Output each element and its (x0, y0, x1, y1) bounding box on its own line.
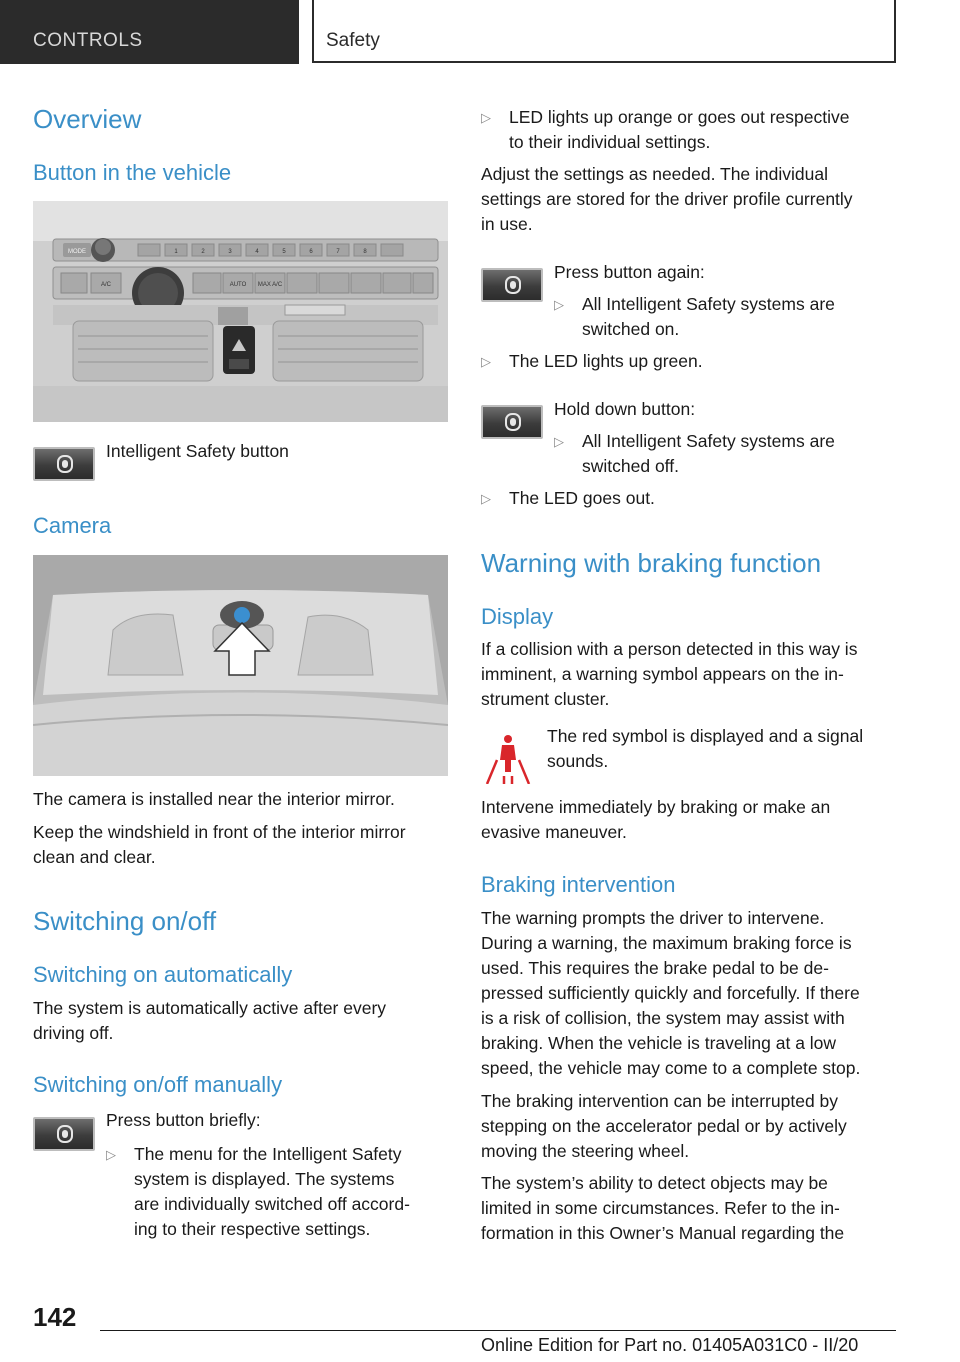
bullet-triangle-icon: ▷ (481, 110, 491, 125)
adjust-paragraph: Adjust the settings as needed. The individual settings are stored for the driver profile currently in use. (481, 164, 853, 234)
panel-label-max-ac: MAX A/C (257, 282, 283, 288)
auto-paragraph-line-2: driving off. (33, 1023, 114, 1043)
again-bullet: ▷ All Intelligent Safety systems are switched on. (554, 294, 835, 339)
green-bullet: ▷ The LED lights up green. (481, 349, 891, 374)
out-bullet: ▷ The LED goes out. (481, 486, 891, 511)
page-number: 142 (33, 1302, 77, 1332)
camera-heading: Camera (33, 513, 112, 538)
manual-press-text: Press button briefly: (106, 1110, 261, 1130)
again-press-text: Press button again: (554, 262, 705, 282)
bullet-triangle-icon: ▷ (106, 1147, 116, 1162)
symbol-paragraph: The red symbol is displayed and a signal sounds. (547, 726, 864, 771)
panel-label-auto: AUTO (229, 282, 247, 288)
pedestrian-warning-icon (481, 730, 535, 784)
panel-label-ac: A/C (100, 282, 112, 288)
bullet-triangle-icon: ▷ (481, 491, 491, 506)
camera-photo (33, 555, 448, 776)
led-bullet: ▷ LED lights up orange or goes out respective to their individual settings. (481, 107, 850, 152)
braking-paragraph-1: The warning prompts the driver to intervene. During a warning, the maximum braking force is used. This requires the brake pedal to be de- pressed sufficiently quickly and forcefully. If there is a risk of collision, the system may assist with braking. When the vehicle is traveling at a low speed, the vehicle may come to a complete stop. (481, 908, 861, 1078)
button-heading: Button in the vehicle (33, 160, 232, 185)
manual-heading: Switching on/off manually (33, 1072, 283, 1097)
dashboard-illustration (33, 201, 448, 422)
bullet-triangle-icon: ▷ (481, 354, 491, 369)
chapter-title: Safety (326, 30, 380, 51)
braking-paragraph-3: The system’s ability to detect objects may be limited in some circumstances. Refer to the in- formation in this Owner’s Manual regarding the (481, 1173, 845, 1243)
windshield-illustration (33, 555, 448, 776)
button-caption: Intelligent Safety button (106, 441, 289, 461)
section-title: CONTROLS (33, 30, 143, 51)
chapter-tab (312, 0, 896, 63)
intelligent-safety-button-icon (481, 268, 543, 302)
panel-label-4: 4 (255, 249, 259, 255)
intelligent-safety-button-icon (33, 1117, 95, 1151)
intelligent-safety-button-icon (33, 447, 95, 481)
bullet-triangle-icon: ▷ (554, 297, 564, 312)
manual-bullet: ▷ The menu for the Intelligent Safety system is displayed. The systems are individually switched off accord- ing to their respective settings. (106, 1144, 410, 1239)
panel-label-3: 3 (228, 249, 232, 255)
bullet-triangle-icon: ▷ (554, 434, 564, 449)
warning-heading: Warning with braking function (481, 548, 822, 578)
dashboard-photo (33, 201, 448, 422)
edition-text: Online Edition for Part no. 01405A031C0 - II/20 (481, 1335, 859, 1355)
braking-heading: Braking intervention (481, 872, 676, 897)
panel-label-6: 6 (309, 249, 313, 255)
panel-label-mode: MODE (68, 249, 86, 255)
camera-paragraph-2-line-2: clean and clear. (33, 847, 156, 867)
braking-paragraph-2: The braking intervention can be interrupted by stepping on the accelerator pedal or by actively moving the steering wheel. (481, 1091, 847, 1161)
hold-bullet: ▷ All Intelligent Safety systems are switched off. (554, 431, 835, 476)
camera-paragraph-1: The camera is installed near the interior mirror. (33, 789, 395, 809)
section-tab (0, 0, 299, 64)
auto-heading: Switching on automatically (33, 962, 293, 987)
display-heading: Display (481, 604, 554, 629)
panel-label-7: 7 (336, 249, 340, 255)
switching-heading: Switching on/off (33, 906, 217, 936)
intervene-paragraph: Intervene immediately by braking or make an evasive maneuver. (481, 797, 831, 842)
display-paragraph: If a collision with a person detected in this way is imminent, a warning symbol appears on the in- strument cluster. (481, 639, 858, 709)
overview-heading: Overview (33, 104, 142, 134)
hold-press-text: Hold down button: (554, 399, 696, 419)
panel-label-5: 5 (282, 249, 286, 255)
panel-label-1: 1 (174, 249, 178, 255)
auto-paragraph-line-1: The system is automatically active after every (33, 998, 387, 1018)
panel-label-2: 2 (201, 249, 205, 255)
camera-paragraph-2-line-1: Keep the windshield in front of the interior mirror (33, 822, 406, 842)
footer-divider (100, 1330, 896, 1331)
panel-label-8: 8 (363, 249, 367, 255)
intelligent-safety-button-icon (481, 405, 543, 439)
